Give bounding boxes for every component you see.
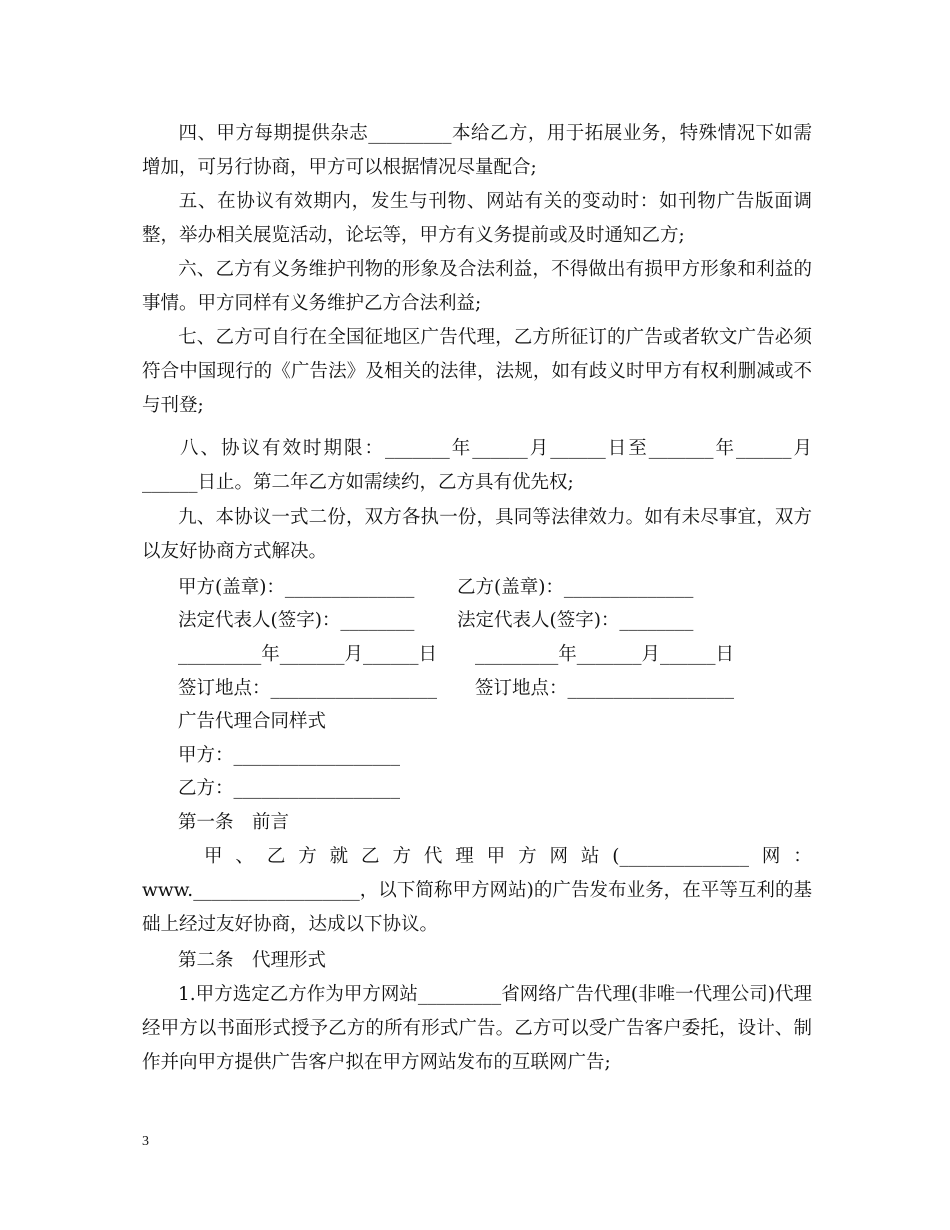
sample-title: 广告代理合同样式 [178,711,327,732]
article-1-body-text: www.__________________，以下简称甲方网站)的广告发布业务，在平等互利的基础上经过友好协商，达成以下协议。 [142,880,812,935]
article-1-first-line [142,840,812,874]
clause-4 [142,117,812,185]
spread-char: 网 [761,846,781,867]
place-b-line: 签订地点：__________________ [475,678,735,699]
spread-char: 方 [392,846,411,867]
clause-6-text: 六、乙方有义务维护刊物的形象及合法利益，不得做出有损甲方形象和利益的事情。甲方同样有义务维护乙方合法利益; [142,259,812,314]
spread-char: 方 [518,846,537,867]
clause-5-text: 五、在协议有效期内，发生与刊物、网站有关的变动时：如刊物广告版面调整，举办相关展览活动，论坛等，甲方有义务提前或及时通知乙方; [142,191,812,246]
clause-7 [142,321,812,423]
clause-6 [142,253,812,321]
article-2-item-1 [142,978,812,1080]
spread-char: 乙 [266,846,286,867]
date-a-line: _________年_______月______日 [178,644,438,665]
page-number: 3 [142,1134,149,1149]
place-a-line: 签订地点：__________________ [178,678,438,699]
article-1-body [142,874,812,942]
party-b-line: 乙方：__________________ [178,778,401,799]
rep-b-sign-line: 法定代表人(签字)：________ [457,610,694,631]
spread-char: 、 [235,846,254,867]
article-1-heading: 第一条 前言 [178,812,290,833]
spread-char: 就 [329,846,349,867]
clause-8 [142,432,812,500]
date-b-line: _________年_______月______日 [475,644,735,665]
spread-char: 甲 [204,846,223,867]
rep-a-sign-line: 法定代表人(签字)：________ [178,610,415,631]
spread-char: (______________ [612,846,749,867]
clause-7-text: 七、乙方可自行在全国征地区广告代理，乙方所征订的广告或者软文广告必须符合中国现行的《广告法》及相关的法律，法规，如有歧义时甲方有权利删减或不与刊登; [142,327,812,416]
clause-8-text: 八、协议有效时期限：_______年______月______日至_______年______月______日止。第二年乙方如需续约，乙方具有优先权; [142,438,812,493]
spread-char: 代 [423,846,443,867]
spread-char: ： [793,846,812,867]
clause-4-text: 四、甲方每期提供杂志_________本给乙方，用于拓展业务，特殊情况下如需增加，可另行协商，甲方可以根据情况尽量配合; [142,123,812,178]
party-b-seal-line: 乙方(盖章)：______________ [457,577,694,598]
article-2-item-1-text: 1.甲方选定乙方作为甲方网站_________省网络广告代理(非唯一代理公司)代理经甲方以书面形式授予乙方的所有形式广告。乙方可以受广告客户委托，设计、制作并向甲方提供广告客户拟在甲方网站发布的互联网广告; [142,984,812,1073]
spread-char: 方 [298,846,317,867]
clause-9-text: 九、本协议一式二份，双方各执一份，具同等法律效力。如有未尽事宜，双方以友好协商方式解决。 [142,507,812,562]
party-a-seal-line: 甲方(盖章)：______________ [178,577,415,598]
spread-char: 甲 [486,846,506,867]
article-2-heading: 第二条 代理形式 [178,950,327,971]
clause-9 [142,501,812,569]
spread-char: 乙 [361,846,380,867]
clause-5 [142,185,812,253]
spread-char: 理 [455,846,474,867]
spread-char: 网 [549,846,568,867]
party-a-line: 甲方：__________________ [178,745,401,766]
spread-char: 站 [580,846,600,867]
